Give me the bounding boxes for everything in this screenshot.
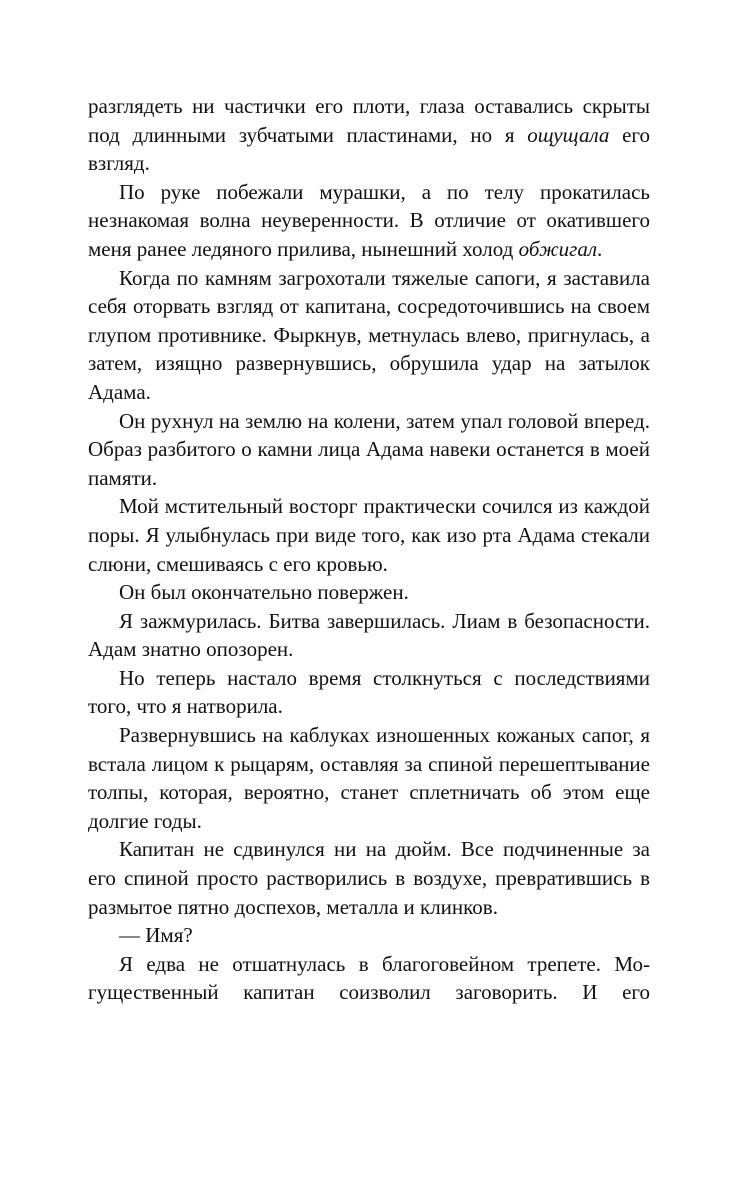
text-segment: — Имя? bbox=[119, 923, 193, 948]
text-segment: Но теперь настало время столкнуться с последствиями того, что я натворила. bbox=[88, 665, 650, 719]
text-segment: Развернувшись на каблуках изношенных кожаных сапог, я встала лицом к рыцарям, оставляя за спиной перешептывание толпы, которая, вероятно, станет сплетничать об этом еще долгие годы. bbox=[88, 723, 650, 833]
italic-segment: ощущала bbox=[527, 122, 610, 147]
paragraph-6 bbox=[88, 578, 650, 607]
text-segment: Когда по камням загрохотали тяжелые сапоги, я заставила себя оторвать взгляд от капитана, сосредоточившись на своем глупом противнике. Фыркнув, метнулась влево, пригнулась, а затем, изящно развернувшись, обрушила удар на затылок Адама. bbox=[88, 265, 650, 404]
paragraph-4 bbox=[88, 407, 650, 493]
text-segment: Он был окончательно повержен. bbox=[119, 580, 409, 605]
book-page bbox=[88, 92, 650, 1007]
paragraph-9 bbox=[88, 721, 650, 835]
italic-segment: обжигал bbox=[518, 236, 597, 261]
text-segment: Капитан не сдвинулся ни на дюйм. Все подчиненные за его спиной просто растворились в воздухе, превратившись в размытое пятно доспехов, металла и клинков. bbox=[88, 837, 650, 919]
text-segment: его взгляд. bbox=[88, 122, 650, 176]
text-segment: Я зажмурилась. Битва завершилась. Лиам в безопасности. Адам знатно опозорен. bbox=[88, 608, 650, 662]
paragraph-7 bbox=[88, 607, 650, 664]
text-segment: . bbox=[597, 236, 603, 261]
text-segment: разглядеть ни частички его плоти, глаза оставались скрыты под длинными зубчатыми пластинами, но я bbox=[88, 94, 650, 147]
text-segment: Мой мстительный восторг практически сочился из каждой поры. Я улыбнулась при виде того, как изо рта Адама стекали слюни, смешиваясь с его кровью. bbox=[88, 494, 650, 576]
paragraph-2 bbox=[88, 178, 650, 264]
text-segment: По руке побежали мурашки, а по телу прокатилась незнакомая волна неуверенности. В отличие от окатившего меня ранее ледяного прилива, нынешний холод bbox=[88, 179, 650, 261]
paragraph-10 bbox=[88, 835, 650, 921]
text-segment: Я едва не отшатнулась в благоговейном трепете. Могущественный капитан соизволил заговорить. И его bbox=[88, 951, 650, 1005]
paragraph-5 bbox=[88, 492, 650, 578]
dialogue-line bbox=[88, 921, 650, 950]
paragraph-3 bbox=[88, 264, 650, 407]
paragraph-8 bbox=[88, 664, 650, 721]
paragraph-12 bbox=[88, 950, 650, 1007]
paragraph-1 bbox=[88, 92, 650, 178]
text-segment: Он рухнул на землю на колени, затем упал головой вперед. Образ разбитого о камни лица Адама навеки останется в моей памяти. bbox=[88, 408, 650, 490]
